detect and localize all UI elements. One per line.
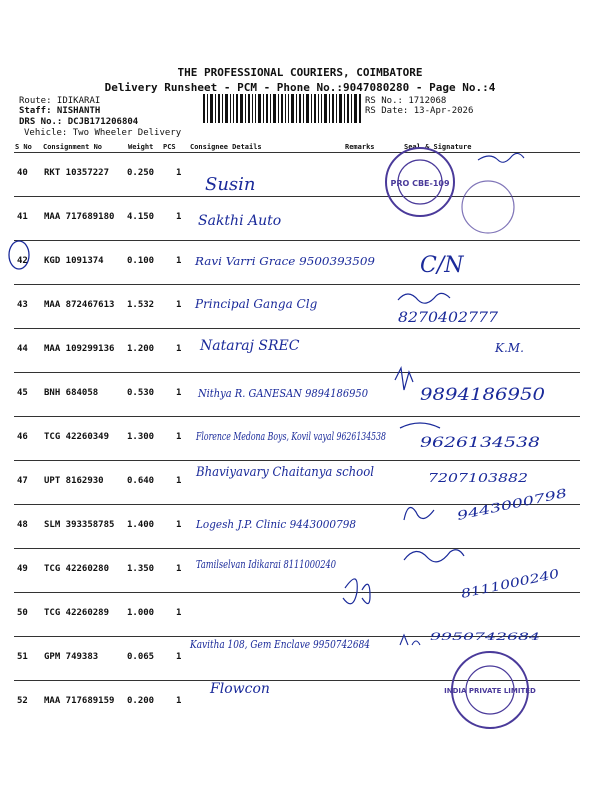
table-row [14,416,580,460]
row-divider [14,416,580,417]
col-consignee: Consignee Details [190,143,262,151]
row-pcs: 1 [176,520,182,530]
table-row [14,548,580,592]
row-divider [14,196,580,197]
row-pcs: 1 [176,388,182,398]
hw-consignee-44: Nataraj SREC [200,338,300,354]
row-divider [14,592,580,593]
row-consignment: SLM 393358785 [44,520,115,530]
table-row [14,460,580,504]
row-divider [14,548,580,549]
row-sno: 47 [17,476,28,486]
row-sno: 48 [17,520,28,530]
rs-number: RS No.: 1712068 [365,96,447,106]
row-divider [14,284,580,285]
row-weight: 1.000 [127,608,155,618]
row-pcs: 1 [176,212,182,222]
row-weight: 0.100 [127,256,155,266]
table-row [14,328,580,372]
table-row [14,592,580,636]
row-pcs: 1 [176,652,182,662]
row-weight: 0.530 [127,388,155,398]
row-weight: 1.400 [127,520,155,530]
hw-signature-47: 7207103882 [428,471,528,485]
hw-consignee-49: Tamilselvan Idikarai 8111000240 [196,558,336,571]
row-sno: 51 [17,652,28,662]
staff-label: Staff: NISHANTH [19,106,101,116]
row-weight: 0.640 [127,476,155,486]
table-row [14,152,580,196]
row-sno: 40 [17,168,28,178]
row-sno: 43 [17,300,28,310]
hw-signature-48: 9443000798 [455,493,534,523]
row-consignment: TCG 42260349 [44,432,110,442]
row-pcs: 1 [176,696,182,706]
row-divider [14,636,580,637]
runsheet-subtitle: Delivery Runsheet - PCM - Phone No.:9047080280 - Page No.:4 [104,81,496,94]
row-sno: 45 [17,388,28,398]
hw-consignee-51: Kavitha 108, Gem Enclave 9950742684 [189,638,370,651]
table-row [14,680,580,724]
hw-signature-51: 9950742684 [430,632,540,643]
hw-consignee-41: Sakthi Auto [198,213,282,229]
row-divider [14,240,580,241]
row-consignment: GPM 749383 [44,652,99,662]
hw-signature-43: 8270402777 [398,310,499,326]
row-pcs: 1 [176,476,182,486]
hw-signature-44: K.M. [495,341,524,355]
row-sno: 49 [17,564,28,574]
row-consignment: BNH 684058 [44,388,99,398]
row-sno: 41 [17,212,28,222]
row-sno: 50 [17,608,28,618]
row-pcs: 1 [176,564,182,574]
row-pcs: 1 [176,432,182,442]
row-divider [14,372,580,373]
col-seal-signature: Seal & Signature [404,143,472,151]
rs-date: RS Date: 13-Apr-2026 [365,106,474,116]
table-row [14,636,580,680]
row-sno: 46 [17,432,28,442]
table-row [14,372,580,416]
row-divider [14,504,580,505]
col-pcs: PCS [163,143,176,151]
row-pcs: 1 [176,300,182,310]
row-weight: 4.150 [127,212,155,222]
drs-label: DRS No.: DCJB171206804 [19,117,139,127]
col-weight: Weight [128,143,154,151]
row-sno: 44 [17,344,28,354]
row-consignment: MAA 109299136 [44,344,115,354]
row-consignment: RKT 10357227 [44,168,110,178]
row-pcs: 1 [176,256,182,266]
hw-signature-49: 8111000240 [459,571,538,601]
row-pcs: 1 [176,344,182,354]
vehicle-label: Vehicle: Two Wheeler Delivery [24,128,182,138]
hw-consignee-46: Florence Medona Boys, Kovil vayal 9626134538 [195,430,386,443]
table-row [14,240,580,284]
hw-consignee-52: Flowcon [210,681,270,697]
hw-consignee-40: Susin [205,174,256,195]
row-consignment: MAA 717689159 [44,696,115,706]
stamp-top-text: PRO CBE-109 [390,179,450,188]
col-consignment: Consignment No [43,143,103,151]
stamp-bottom-text: INDIA PRIVATE LIMITED [444,687,536,695]
row-weight: 1.200 [127,344,155,354]
row-sno: 42 [17,256,28,266]
row-consignment: MAA 872467613 [44,300,115,310]
row-weight: 0.250 [127,168,155,178]
hw-signature-46: 9626134538 [420,435,541,451]
hw-consignee-42: Ravi Varri Grace 9500393509 [193,255,375,268]
row-divider [14,328,580,329]
row-pcs: 1 [176,168,182,178]
hw-signature-42: C/N [420,253,464,278]
hw-signature-45: 9894186950 [420,385,546,405]
hw-consignee-48: Logesh J.P. Clinic 9443000798 [195,518,356,531]
company-title: THE PROFESSIONAL COURIERS, COIMBATORE [177,66,423,79]
row-weight: 0.200 [127,696,155,706]
hw-consignee-45: Nithya R. GANESAN 9894186950 [197,387,368,400]
hw-consignee-43: Principal Ganga Clg [195,297,318,311]
row-consignment: MAA 717689180 [44,212,115,222]
row-consignment: KGD 1091374 [44,256,104,266]
col-remarks: Remarks [345,143,375,151]
row-divider [14,680,580,681]
row-consignment: UPT 8162930 [44,476,104,486]
row-consignment: TCG 42260280 [44,564,110,574]
row-consignment: TCG 42260289 [44,608,110,618]
barcode [203,94,361,123]
table-row [14,284,580,328]
row-weight: 1.350 [127,564,155,574]
hw-consignee-47: Bhaviyavary Chaitanya school [195,465,374,480]
row-divider [14,460,580,461]
table-row [14,504,580,548]
row-weight: 1.532 [127,300,155,310]
col-sno: S No [15,143,32,151]
row-pcs: 1 [176,608,182,618]
row-weight: 1.300 [127,432,155,442]
row-weight: 0.065 [127,652,155,662]
row-sno: 52 [17,696,28,706]
route-label: Route: IDIKARAI [19,96,101,106]
table-row [14,196,580,240]
